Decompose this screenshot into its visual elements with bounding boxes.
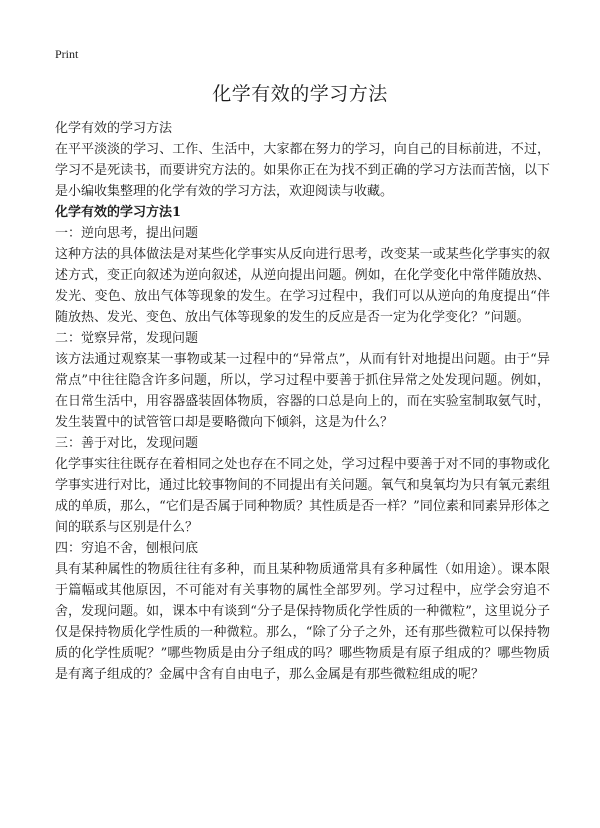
point-heading: 四：穷追不舍，刨根问底 [55,541,199,556]
point-paragraph: 化学事实往往既存在着相同之处也存在不同之处，学习过程中要善于对不同的事物或化学事实进行对比，通过比较事物间的不同提出有关问题。氧气和臭氧均为只有氧元素组成的单质，那么，“它们是否属于同种物质？其性质是否一样？”同位素和同素异形体之间的联系与区别是什么？ [55,457,550,535]
point-heading: 三：善于对比，发现问题 [55,436,199,451]
point-heading: 二：觉察异常，发现问题 [55,331,199,346]
point-paragraph: 具有某种属性的物质往往有多种，而且某种物质通常具有多种属性（如用途）。课本限于篇幅或其他原因，不可能对有关事物的属性全部罗列。学习过程中，应学会穷追不舍，发现问题。如，课本中有谈到“分子是保持物质化学性质的一种微粒”，这里说分子仅是保持物质化学性质的一种微粒。那么，“除了分子之外，还有那些微粒可以保持物质的化学性质呢？”哪些物质是由分子组成的吗？哪些物质是有原子组成的？哪些物质是有离子组成的？金属中含有自由电子，那么金属是有那些微粒组成的呢？ [55,562,550,682]
point-heading: 一：逆向思考，提出问题 [55,226,199,241]
point-paragraph: 这种方法的具体做法是对某些化学事实从反向进行思考，改变某一或某些化学事实的叙述方式，变正向叙述为逆向叙述，从逆向提出问题。例如，在化学变化中常伴随放热、发光、变色、放出气体等现象的发生。在学习过程中，我们可以从逆向的角度提出“伴随放热、发光、变色、放出气体等现象的发生的反应是否一定为化学变化？”问题。 [55,247,550,325]
intro-paragraph: 在平平淡淡的学习、工作、生活中，大家都在努力的学习，向自己的目标前进，不过，学习不是死读书，而要讲究方法的。如果你正在为找不到正确的学习方法而苦恼，以下是小编收集整理的化学有效的学习方法，欢迎阅读与收藏。 [55,142,550,199]
print-link[interactable]: Print [55,47,79,61]
page-title: 化学有效的学习方法 [212,83,388,105]
point-paragraph: 该方法通过观察某一事物或某一过程中的“异常点”，从而有针对地提出问题。由于“异常点”中往往隐含许多问题，所以，学习过程中要善于抓住异常之处发现问题。例如，在日常生活中，用容器盛装固体物质，容器的口总是向上的，而在实验室制取氨气时，发生装置中的试管管口却是要略微向下倾斜，这是为什么？ [55,352,550,430]
section-heading: 化学有效的学习方法1 [55,205,182,220]
article-subtitle: 化学有效的学习方法 [55,121,173,136]
article-body [55,118,550,685]
